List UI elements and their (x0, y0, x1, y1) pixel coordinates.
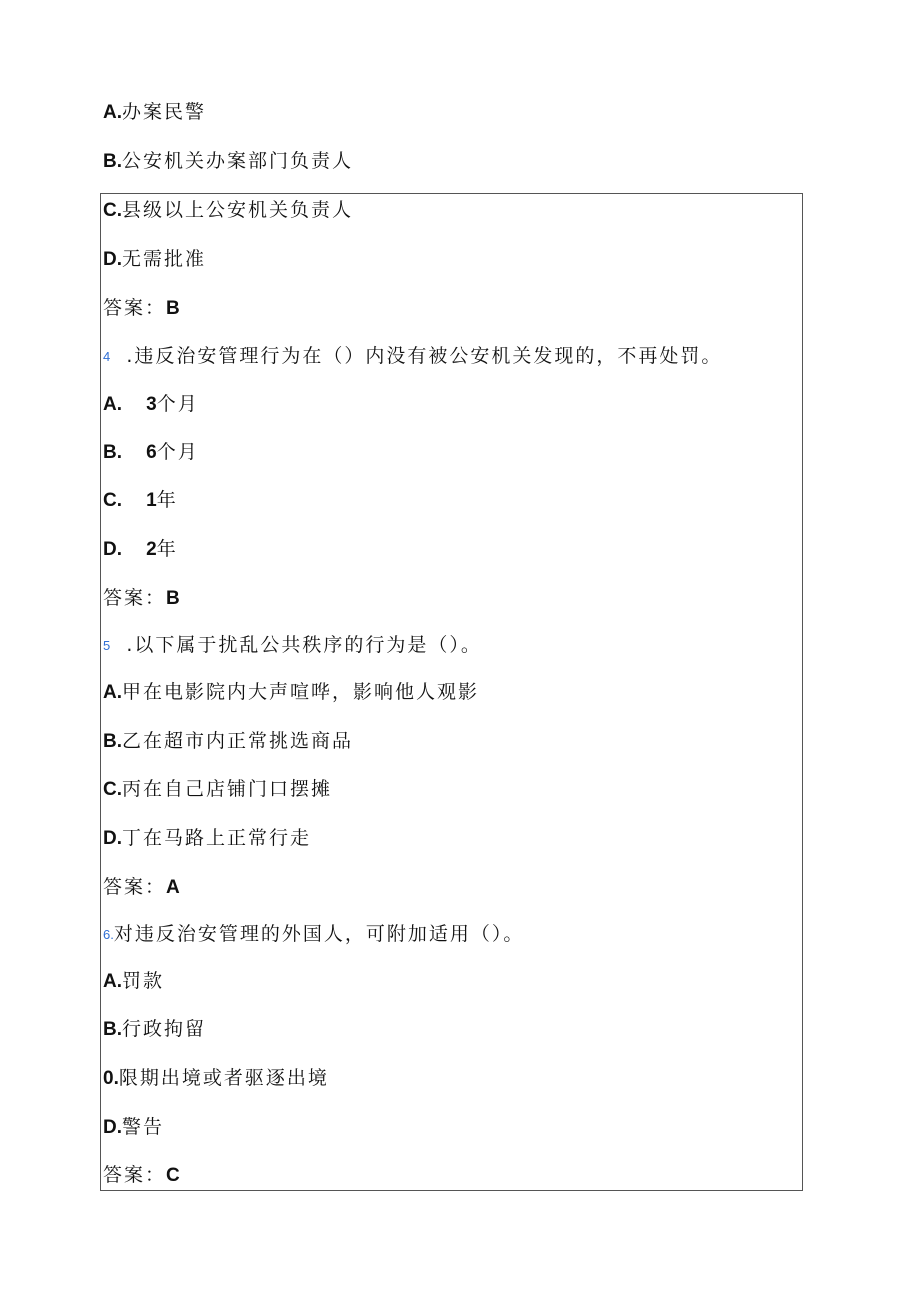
answer-line (103, 874, 180, 901)
option-label: B. (103, 731, 122, 752)
option-label: A. (103, 682, 122, 703)
option-label: A. (103, 394, 122, 415)
option-b (103, 728, 353, 755)
option-label: D. (103, 539, 122, 560)
option-label: D. (103, 828, 122, 849)
option-label: B. (103, 151, 122, 172)
option-label: A. (103, 971, 122, 992)
answer-label: 答案： (103, 1164, 167, 1186)
option-text: 个月 (156, 441, 199, 463)
answer-label: 答案： (103, 876, 167, 898)
option-text: 丙在自己店铺门口摆摊 (122, 778, 333, 800)
option-label: C. (103, 490, 122, 511)
answer-value: B (166, 298, 180, 319)
option-d (103, 1114, 164, 1141)
option-text: 乙在超市内正常挑选商品 (122, 730, 354, 752)
option-label: C. (103, 779, 122, 800)
question-stem: .以下属于扰乱公共秩序的行为是（）。 (126, 634, 482, 656)
option-value: 2 (146, 539, 157, 560)
option-label: B. (103, 1019, 122, 1040)
question-5 (103, 632, 482, 659)
answer-line (103, 295, 180, 322)
option-a (103, 99, 206, 126)
option-b (103, 1016, 206, 1043)
answer-value: C (166, 1165, 180, 1186)
option-d (103, 246, 206, 273)
option-value: 1 (146, 490, 157, 511)
option-text: 年 (156, 538, 178, 560)
option-label: 0. (103, 1068, 119, 1089)
option-label: C. (103, 200, 122, 221)
option-text: 办案民警 (122, 101, 207, 123)
option-text: 限期出境或者驱逐出境 (118, 1067, 329, 1089)
question-6 (103, 921, 524, 948)
answer-value: B (166, 588, 180, 609)
option-label: D. (103, 249, 122, 270)
option-value: 6 (146, 442, 157, 463)
answer-value: A (166, 877, 180, 898)
option-text: 县级以上公安机关负责人 (122, 199, 354, 221)
question-number: 4 (103, 349, 111, 364)
question-number: 6. (103, 927, 114, 942)
option-text: 行政拘留 (122, 1018, 207, 1040)
answer-label: 答案： (103, 297, 167, 319)
option-text: 罚款 (122, 970, 165, 992)
answer-line (103, 585, 180, 612)
option-text: 年 (156, 489, 178, 511)
option-a (103, 391, 199, 418)
option-text: 丁在马路上正常行走 (122, 827, 312, 849)
option-text: 个月 (156, 393, 199, 415)
question-stem: .违反治安管理行为在（）内没有被公安机关发现的，不再处罚。 (126, 345, 723, 367)
option-value: 3 (146, 394, 157, 415)
answer-line (103, 1162, 180, 1189)
option-label: A. (103, 102, 122, 123)
question-number: 5 (103, 638, 111, 653)
option-c (103, 487, 178, 514)
option-b (103, 148, 353, 175)
option-text: 警告 (122, 1116, 165, 1138)
option-label: B. (103, 442, 122, 463)
option-b (103, 439, 199, 466)
option-c (103, 197, 353, 224)
option-text: 无需批准 (122, 248, 207, 270)
option-c (103, 776, 332, 803)
option-text: 甲在电影院内大声喧哗，影响他人观影 (122, 681, 480, 703)
option-d (103, 536, 178, 563)
option-text: 公安机关办案部门负责人 (122, 150, 354, 172)
option-d (103, 825, 311, 852)
option-c (103, 1065, 329, 1092)
option-a (103, 679, 479, 706)
question-stem: 对违反治安管理的外国人，可附加适用（）。 (113, 923, 525, 945)
answer-label: 答案： (103, 587, 167, 609)
question-4 (103, 343, 722, 370)
option-a (103, 968, 164, 995)
option-label: D. (103, 1117, 122, 1138)
